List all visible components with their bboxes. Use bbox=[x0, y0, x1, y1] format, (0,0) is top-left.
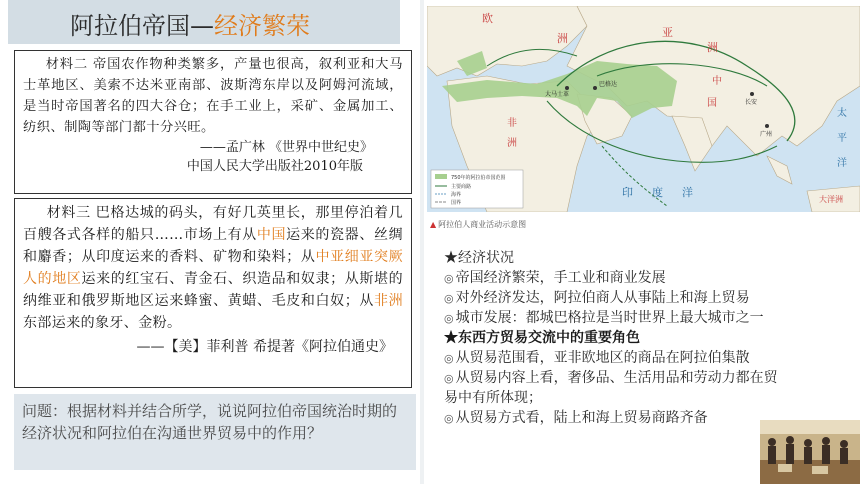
material-two-text: 材料二 帝国农作物种类繁多，产量也很高，叙利亚和大马士革地区、美索不达米亚南部、波斯湾东岸以及阿姆河流域，是当时帝国著名的四大谷仓；在手工业上，采矿、金属加工、纺织、制陶等部门都十分兴旺。 bbox=[23, 57, 403, 135]
label-asia-a: 亚 bbox=[662, 26, 673, 39]
material-three-text-a: 材料三 巴格达城的码头，有好几英里长，那里停泊着几百艘各式各样的船只……市场上有从 bbox=[23, 205, 403, 243]
legend-route-label: 主要商路 bbox=[451, 184, 472, 190]
econ-item-1-text: 帝国经济繁荣，手工业和商业发展 bbox=[455, 270, 666, 286]
bullet-icon: ◎ bbox=[444, 292, 454, 305]
material-three-text bbox=[23, 202, 403, 334]
trade-item-2-text: 从贸易内容上看，奢侈品、生活用品和劳动力都在贸 bbox=[455, 370, 778, 386]
material-two-cite-publisher: 中国人民大学出版社2010年版 bbox=[186, 159, 363, 174]
trade-item-2-cont: 易中有所体现； bbox=[444, 390, 542, 406]
legend-empire-label: 750年的阿拉伯帝国范围 bbox=[451, 175, 506, 181]
question-box: 问题：根据材料并结合所学，说说阿拉伯帝国统治时期的经济状况和阿拉伯在沟通世界贸易中的作用？ bbox=[14, 394, 416, 470]
econ-item-2-text: 对外经济发达，阿拉伯商人从事陆上和海上贸易 bbox=[455, 290, 750, 306]
label-asia-b: 洲 bbox=[707, 41, 718, 54]
legend-sea-label: 海界 bbox=[451, 192, 462, 198]
material-three-text-d: 东部运来的象牙、金粉。 bbox=[23, 315, 182, 331]
trade-item-2 bbox=[444, 368, 854, 389]
label-guangzhou: 广州 bbox=[760, 131, 773, 138]
label-changan: 长安 bbox=[745, 99, 758, 106]
title-prefix: 阿拉伯帝国— bbox=[70, 12, 214, 40]
city-baghdad-marker bbox=[593, 86, 597, 90]
trade-item-3-text: 从贸易方式看，陆上和海上贸易商路齐备 bbox=[455, 410, 708, 426]
merchants-photo bbox=[760, 420, 860, 484]
city-changan-marker bbox=[750, 92, 754, 96]
material-three-cite: ——【美】菲利普 希提著《阿拉伯通史》 bbox=[136, 339, 393, 355]
label-africa-b: 洲 bbox=[507, 138, 517, 149]
label-indian-ocean-b: 度 bbox=[652, 186, 663, 199]
material-three-text-b: 运来的瓷器、丝绸和麝香；从印度运来的香料、矿物和染料；从 bbox=[23, 227, 403, 265]
label-indian-ocean-c: 洋 bbox=[682, 186, 693, 199]
bullet-icon: ◎ bbox=[444, 312, 454, 325]
econ-item-3-text: 城市发展：都城巴格拉是当时世界上最大城市之一 bbox=[455, 310, 764, 326]
econ-status-heading: ★经济状况 bbox=[444, 250, 514, 266]
city-guangzhou-marker bbox=[765, 124, 769, 128]
label-baghdad: 巴格达 bbox=[599, 81, 618, 88]
label-europe-a: 欧 bbox=[482, 12, 493, 25]
trade-role-heading: ★东西方贸易交流中的重要角色 bbox=[444, 330, 640, 346]
label-china-a: 中 bbox=[712, 76, 722, 87]
bullet-icon: ◎ bbox=[444, 272, 454, 285]
econ-item-1 bbox=[444, 268, 854, 289]
material-three-text-c: 运来的红宝石、青金石、织造品和奴隶；从斯堪的纳维亚和俄罗斯地区运来蜂蜜、黄蜡、毛皮和白奴；从 bbox=[23, 271, 403, 309]
label-africa-a: 非 bbox=[507, 118, 517, 129]
trade-item-1 bbox=[444, 348, 854, 369]
bullet-icon: ◎ bbox=[444, 372, 454, 385]
label-europe-b: 洲 bbox=[557, 32, 568, 45]
legend-empire-swatch bbox=[435, 174, 447, 179]
label-oceania: 大洋洲 bbox=[819, 195, 843, 204]
material-two-box bbox=[14, 50, 412, 194]
merchants-photo-svg bbox=[760, 420, 860, 484]
trade-item-1-text: 从贸易范围看，亚非欧地区的商品在阿拉伯集散 bbox=[455, 350, 750, 366]
bullet-icon: ◎ bbox=[444, 352, 454, 365]
column-separator bbox=[420, 0, 424, 484]
slide-title bbox=[70, 6, 310, 41]
map-caption-text: 阿拉伯人商业活动示意图 bbox=[438, 220, 527, 229]
label-pacific-a: 太 bbox=[837, 108, 847, 119]
title-accent: 经济繁荣 bbox=[214, 12, 310, 40]
legend-border-label: 国界 bbox=[451, 200, 462, 206]
highlight-china: 中国 bbox=[256, 227, 287, 243]
title-bar bbox=[8, 0, 400, 44]
econ-item-3 bbox=[444, 308, 854, 329]
trade-map bbox=[427, 6, 860, 212]
label-damascus: 大马士革 bbox=[545, 91, 570, 98]
material-three-box bbox=[14, 198, 412, 388]
material-two-cite-author: ——孟广林 《世界中世纪史》 bbox=[199, 140, 373, 155]
label-pacific-b: 平 bbox=[837, 133, 847, 144]
highlight-africa: 非洲 bbox=[373, 293, 403, 309]
label-pacific-c: 洋 bbox=[837, 158, 847, 169]
highlight-central-asia: 中亚细亚突厥人的地区 bbox=[23, 249, 404, 287]
trade-map-svg bbox=[427, 6, 860, 212]
label-china-b: 国 bbox=[707, 98, 717, 109]
caption-triangle-icon: ▲ bbox=[430, 220, 437, 229]
label-indian-ocean-a: 印 bbox=[622, 186, 633, 199]
bullet-icon: ◎ bbox=[444, 412, 454, 425]
econ-item-2 bbox=[444, 288, 854, 309]
city-damascus-marker bbox=[565, 86, 569, 90]
map-caption bbox=[430, 219, 526, 230]
